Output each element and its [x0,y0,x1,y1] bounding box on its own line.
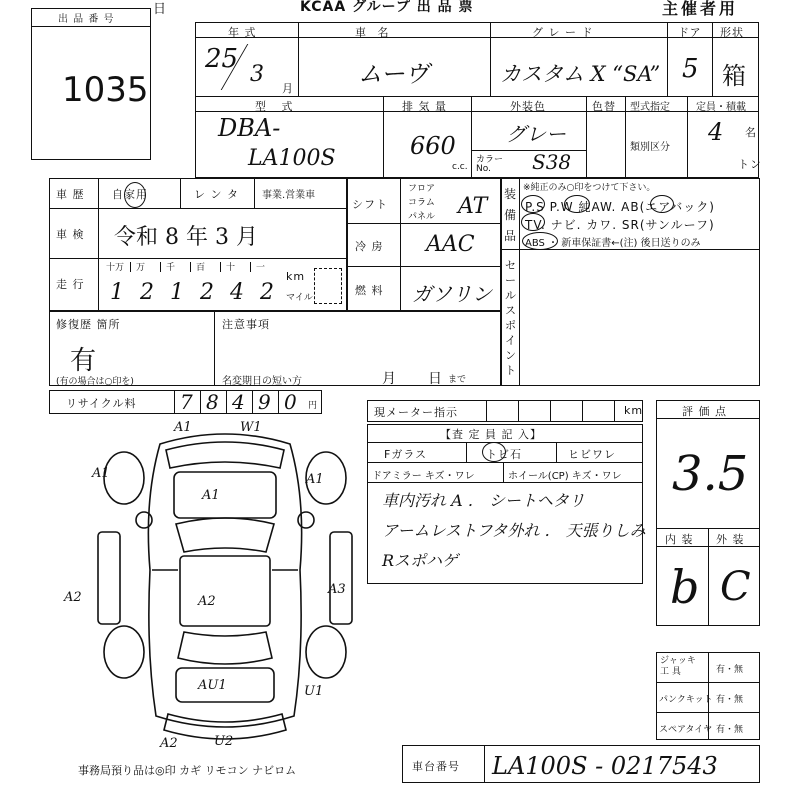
model-label: 車 名 [355,26,393,39]
shape-label: 形状 [720,26,744,39]
history-label: 車 歴 [56,188,85,201]
month-value: 3 [250,62,264,87]
shift-value: AT [458,194,488,219]
spare-tire-label: スペアタイヤ [659,725,713,735]
puncture-kit-value: 有・無 [716,695,744,705]
meter-label: 現メーター指示 [374,406,458,419]
unit-mile: マイル [286,293,313,303]
type-line2: LA100S [248,146,336,171]
odometer-digit-0: 1 [110,280,124,305]
recycle-label: リサイクル料 [66,397,137,410]
ac-value: AAC [426,232,475,257]
wheel-rear-right [306,626,346,678]
fuel-value: ガソリン [412,282,492,306]
office-text: 事務局預り品は◎印 カギ リモコン ナビロム [78,764,297,777]
doors-label: ドア [678,26,702,39]
shape-value: 箱 [722,62,746,90]
mark-a1-hood: A1 [202,488,220,503]
organizer-label: 主催者用 [662,0,739,18]
interior-value: b [670,560,700,614]
repair-label: 修復歴 箇所 [56,318,121,331]
color-change-label: 色替 [592,100,616,113]
meter-unit: km [624,404,644,417]
mark-a3-right: A3 [328,582,346,597]
mark-a2-roof: A2 [198,594,216,609]
comment-3: Rスポハゲ [382,551,459,570]
wheel-rear-left [104,626,144,678]
ac-label: 冷 房 [355,240,384,253]
year-label: 年 式 [228,26,257,39]
odometer-place-1: 万 [136,263,146,273]
recycle-unit: 円 [308,401,318,411]
deadline-until: まで [448,375,467,385]
exterior-label: 外 装 [716,533,745,546]
sheet-title: KCAA グループ 出 品 票 [300,0,474,15]
grade-value: カスタム X “SA” [500,62,661,86]
repair-value: 有 [70,346,97,376]
front-bumper [166,442,284,468]
load-unit: トン [738,158,762,171]
odometer-digit-4: 4 [230,280,244,305]
car-diagram [80,420,370,760]
corner-char: 日 [153,2,168,17]
repair-note: (有の場合は○印を) [56,377,134,387]
equipment-line3: ABS ・ 新車保証書←(注) 後日送りのみ [525,238,701,249]
grade-label: グ レ ー ド [532,26,594,39]
inspection-label: 車 検 [56,228,85,241]
odometer-place-2: 千 [166,263,176,273]
mark-u2-rear: U2 [214,734,234,749]
equipment-label: 装備品 [504,187,518,243]
equipment-note: ※純正のみ○印をつけて下さい。 [523,183,656,193]
mirror-right [298,512,314,528]
shift-opt-panel: パネル [408,212,436,222]
shift-opt-column: コラム [408,198,435,208]
type-line1: DBA- [218,114,281,142]
odometer-place-4: 十 [226,263,236,273]
notes-label: 注意事項 [222,318,270,331]
pw-circle [564,195,590,213]
fuel-label: 燃 料 [355,284,384,297]
odometer-digit-3: 2 [200,280,214,305]
mirror-label: ドアミラー キズ・ワレ [372,471,475,482]
rear-window [178,632,272,664]
odometer-place-3: 百 [196,263,206,273]
history-opt-private: 自家用 [112,188,148,201]
capacity-value: 4 [708,118,724,146]
ext-color-value: グレー [506,122,566,146]
chip-circle [482,442,506,462]
mark-a1-right: A1 [306,472,324,487]
glass-chip: トビ石 [486,448,522,461]
exterior-value: C [720,564,751,610]
jack-value: 有・無 [716,665,744,675]
shift-label: シフト [352,198,388,211]
mark-a2-rear: A2 [160,736,178,751]
mark-a2-left: A2 [64,590,82,605]
color-no-value: S38 [532,150,572,174]
tv-circle [521,213,545,231]
history-opt-business: 事業.営業車 [262,190,316,201]
recycle-digit-3: 9 [258,390,271,414]
mileage-label: 走 行 [56,278,85,291]
deadline-label: 名変期日の短い方 [222,376,302,387]
recycle-digit-0: 7 [180,390,193,414]
type-label: 型 式 [255,100,299,113]
lot-label: 出 品 番 号 [58,14,115,25]
lot-number: 1035 [62,70,149,110]
chassis-label: 車台番号 [412,760,460,773]
private-circle [124,182,146,208]
mile-checkbox[interactable] [314,268,342,304]
odometer-digit-5: 2 [260,280,274,305]
inspector-header: 【査 定 員 記 入】 [440,428,542,441]
class-label: 類別区分 [630,142,670,153]
mirror-left [136,512,152,528]
capacity-unit: 名 [745,126,757,139]
jack-label: ジャッキ 工 具 [660,656,696,677]
history-opt-rental: レ ン タ [194,188,239,201]
color-no-label: カラー No. [476,155,504,174]
ext-color-label: 外装色 [510,100,546,113]
windshield [176,518,274,552]
wheel-label: ホイール(CP) キズ・ワレ [508,471,622,482]
ab-circle [650,195,674,213]
score-label: 評 価 点 [682,405,727,418]
capacity-label: 定員・積載 [696,102,746,113]
disp-label: 排 気 量 [402,100,447,113]
wheel-front-left [104,452,144,504]
interior-label: 内 装 [665,533,694,546]
equipment-line2: TV. ナビ. カワ. SR(サンルーフ) [525,218,715,232]
odometer-place-0: 十万 [106,263,125,273]
recycle-digit-2: 4 [232,390,245,414]
model-value: ムーヴ [358,60,429,88]
score-value: 3.5 [672,446,749,502]
disp-value: 660 [410,132,456,160]
inspection-value: 令和 8 年 3 月 [114,225,258,250]
chassis-value: LA100S - 0217543 [492,752,718,780]
odometer-digit-1: 2 [140,280,154,305]
odometer-place-5: 一 [256,263,266,273]
year-value: 25 [205,44,239,74]
shift-opt-floor: フロア [408,184,436,194]
odometer-digit-2: 1 [170,280,184,305]
recycle-digit-1: 8 [206,390,219,414]
glass-label: Fガラス [384,448,427,461]
mark-w1-top: W1 [240,420,262,435]
glass-crack: ヒビワレ [568,448,616,461]
hood [174,472,276,518]
side-panel-left [98,532,120,624]
puncture-kit-label: パンクキット [659,695,713,705]
doors-value: 5 [682,54,699,84]
designation-label: 型式指定 [630,102,670,113]
month-unit: 月 [282,82,294,95]
abs-circle [522,232,558,250]
side-panel-right [330,532,352,624]
comment-2: アームレストフタ外れ ． 天張りしみ [382,521,646,540]
ps-circle [521,195,545,213]
roof [180,556,270,626]
disp-unit: c.c. [452,162,468,172]
sales-point-label: セールスポイント [505,259,517,377]
deadline-month: 月 [382,371,397,387]
comment-1: 車内汚れ A ． シートヘタリ [382,491,585,510]
mark-u1-right: U1 [304,684,324,699]
deadline-day: 日 [428,371,443,387]
unit-km: km [286,270,306,283]
recycle-digit-4: 0 [284,390,297,414]
mark-a1-top: A1 [174,420,192,435]
equipment-line1: P.S P.W 純AW. AB(エアバック) [525,200,715,214]
spare-tire-value: 有・無 [716,725,744,735]
mark-au1-trunk: AU1 [198,678,227,693]
mark-a1-left: A1 [92,466,110,481]
